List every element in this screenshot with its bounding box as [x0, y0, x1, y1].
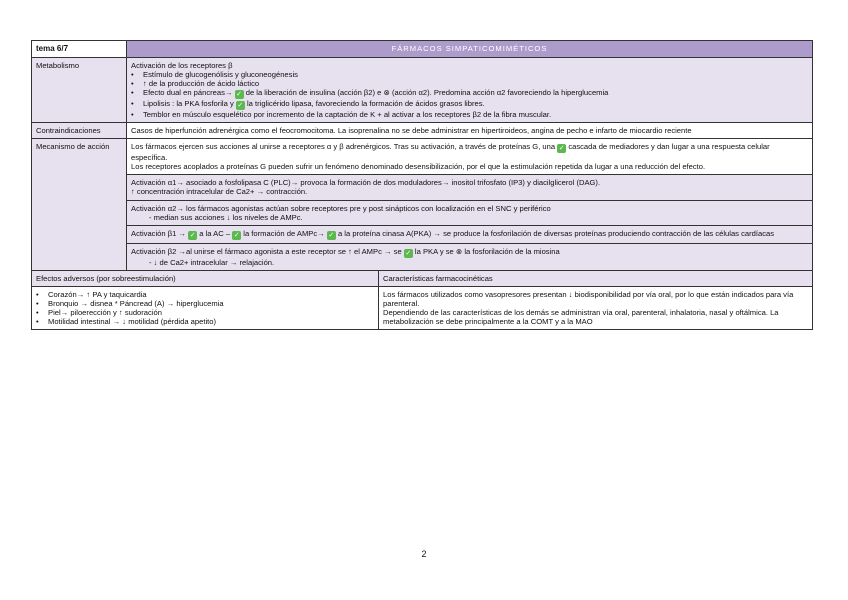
topic-label: tema 6/7: [32, 41, 127, 58]
list-item: • Piel→ piloerección y ↑ sudoración: [48, 308, 374, 317]
alfa1-line-2: ↑ concentración intracelular de Ca2+ → contracción.: [131, 187, 308, 197]
metabolismo-label: Metabolismo: [32, 57, 127, 122]
page-number: 2: [421, 549, 427, 559]
contraindicaciones-label: Contraindicaciones: [32, 123, 127, 139]
contraindicaciones-text: Casos de hiperfunción adrenérgica como el feocromocitoma. La isoprenalina no se debe administrar en hipertiroideos, angina de pecho e infarto de miocardio reciente: [127, 123, 813, 139]
efectos-label: Efectos adversos (por sobreestimulación): [32, 270, 379, 286]
mecanismo-alfa1: [127, 175, 813, 200]
farmacocineticas-text-1: Los fármacos utilizados como vasopresores presentan ↓ biodisponibilidad por vía oral, por lo que están indicados para vía parenteral.: [383, 290, 794, 309]
pharmacology-table: [31, 40, 813, 330]
farmacocineticas-content: [379, 287, 813, 330]
efectos-content: [32, 287, 379, 330]
mecanismo-row-beta2: [32, 243, 813, 270]
mecanismo-general-1: Los fármacos ejercen sus acciones al unirse a receptores α y β adrenérgicos. Tras su activación, a través de proteínas G, una ✓ cascada de mediadores y dan lugar a una respuesta celular específica.: [131, 142, 770, 163]
bottom-header-row: [32, 270, 813, 286]
check-icon: ✓: [236, 90, 243, 98]
list-item: • Estímulo de glucogenólisis y gluconeogénesis: [143, 70, 808, 79]
beta2-line-1: Activación β2 →al unirse el fármaco agonista a este receptor se ↑ el AMPc → se ✓ la PKA y se ⊗ la fosforilación de la miosina: [131, 246, 560, 257]
check-icon: ✓: [189, 231, 196, 239]
mecanismo-row-beta1: [32, 225, 813, 243]
check-icon: ✓: [328, 231, 335, 239]
alfa1-line-1: Activación α1→ asociado a fosfolipasa C (PLC)→ provoca la formación de dos moduladores→ inositol trifosfato (IP3) y diacilglicerol (DAG).: [131, 178, 601, 188]
alfa2-line-2: - median sus acciones ↓ los niveles de AMPc.: [149, 212, 303, 222]
mecanismo-label: Mecanismo de acción: [32, 139, 127, 271]
farmacocineticas-text-2: Dependiendo de las características de los demás se administran vía oral, parenteral, inhalatoria, nasal y oftálmica. La metabolización se debe principalmente a la COMT y a la MAO: [383, 308, 779, 327]
list-item: • Efecto dual en páncreas→ ✓ de la liberación de insulina (acción β2) e ⊗ (acción α2). Predomina acción α2 favoreciendo la hiperglucemia: [143, 88, 808, 99]
list-item: • Lipolisis : la PKA fosforila y ✓ la triglicérido lipasa, favoreciendo la formación de ácidos grasos libres.: [143, 99, 808, 110]
check-icon: ✓: [558, 145, 565, 153]
alfa2-line-1: Activación α2→ los fármacos agonistas actúan sobre receptores pre y post sinápticos con localización en el SNC y periférico: [131, 203, 551, 213]
table-title: FÁRMACOS SIMPATICOMIMÉTICOS: [127, 41, 813, 58]
list-item: • Motilidad intestinal → ↓ motilidad (pérdida apetito): [48, 317, 374, 326]
header-row: [32, 41, 813, 58]
check-icon: ✓: [237, 101, 244, 109]
efectos-list: [36, 290, 374, 326]
list-item: • ↑ de la producción de ácido láctico: [143, 79, 808, 88]
metabolismo-content: [127, 57, 813, 122]
beta2-line-2: - ↓ de Ca2+ intracelular → relajación.: [149, 257, 275, 267]
mecanismo-beta2: [127, 243, 813, 270]
bottom-content-row: [32, 287, 813, 330]
metabolismo-intro: Activación de los receptores β: [131, 60, 233, 70]
metabolismo-row: [32, 57, 813, 122]
mecanismo-row-general: [32, 139, 813, 175]
mecanismo-general-2: Los receptores acoplados a proteínas G pueden sufrir un fenómeno denominado desensibilización, por el que la estimulación repetida da lugar a una reducción del efecto.: [131, 162, 706, 172]
farmacocineticas-label: Características farmacocinéticas: [379, 270, 813, 286]
list-item: • Bronquio → disnea * Páncread (A) → hiperglucemia: [48, 299, 374, 308]
mecanismo-row-alfa1: [32, 175, 813, 200]
list-item: • Temblor en músculo esquelético por incremento de la captación de K + al activar a los receptores β2 de la fibra muscular.: [143, 110, 808, 119]
mecanismo-alfa2: [127, 200, 813, 225]
mecanismo-row-alfa2: [32, 200, 813, 225]
check-icon: ✓: [405, 249, 412, 257]
mecanismo-general: [127, 139, 813, 175]
check-icon: ✓: [233, 231, 240, 239]
metabolismo-list: [131, 70, 808, 119]
contraindicaciones-row: [32, 123, 813, 139]
mecanismo-beta1: Activación β1 → ✓ a la AC – ✓ la formación de AMPc→ ✓ a la proteína cinasa A(PKA) → se produce la fosforilación de diversas proteínas produciendo contracción de las células cardíacas: [127, 225, 813, 243]
list-item: • Corazón→ ↑ PA y taquicardia: [48, 290, 374, 299]
